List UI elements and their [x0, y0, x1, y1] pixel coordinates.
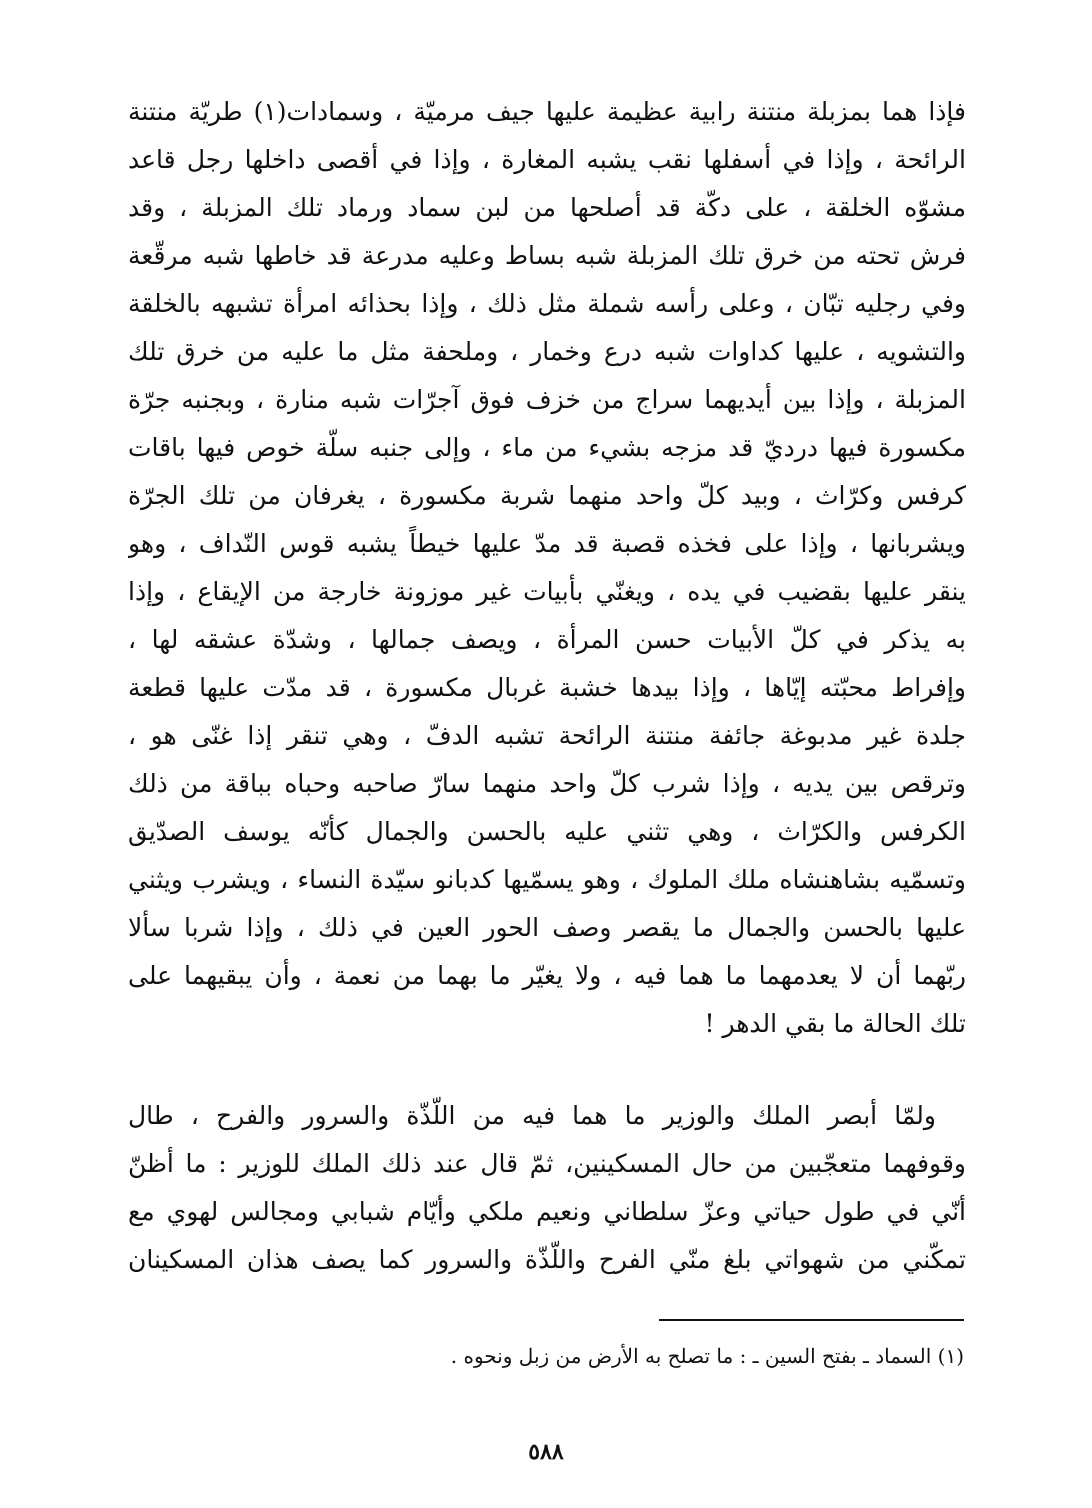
- text-line: ربّهما أن لا يعدمهما ما هما فيه ، ولا يغيّر ما بهما من نعمة ، وأن يبقيهما على: [128, 961, 966, 990]
- text-line: به يذكر في كلّ الأبيات حسن المرأة ، ويصف جمالها ، وشدّة عشقه لها ،: [128, 625, 966, 654]
- text-line: مشوّه الخلقة ، على دكّة قد أصلحها من لبن سماد ورماد تلك المزبلة ، وقد: [128, 193, 966, 222]
- text-line: وفي رجليه تبّان ، وعلى رأسه شملة مثل ذلك ، وإذا بحذائه امرأة تشبهه بالخلقة: [128, 289, 966, 318]
- text-line: جلدة غير مدبوغة جائفة منتنة الرائحة تشبه الدفّ ، وهي تنقر إذا غنّى هو ،: [128, 721, 966, 750]
- text-line: وترقص بين يديه ، وإذا شرب كلّ واحد منهما سارّ صاحبه وحباه بباقة من ذلك: [128, 769, 966, 798]
- text-line: تمكّني من شهواتي بلغ منّي الفرح واللّذّة والسرور كما يصف هذان المسكينان: [128, 1245, 966, 1274]
- text-line: الرائحة ، وإذا في أسفلها نقب يشبه المغارة ، وإذا في أقصى داخلها رجل قاعد: [128, 145, 966, 174]
- text-line: وإفراط محبّته إيّاها ، وإذا بيدها خشبة غربال مكسورة ، قد مدّت عليها قطعة: [128, 673, 966, 702]
- text-line: والتشويه ، عليها كداوات شبه درع وخمار ، وملحفة مثل ما عليه من خرق تلك: [128, 337, 966, 366]
- text-line: الكرفس والكرّاث ، وهي تثني عليه بالحسن والجمال كأنّه يوسف الصدّيق: [128, 817, 966, 846]
- text-line: ينقر عليها بقضيب في يده ، ويغنّي بأبيات غير موزونة خارجة من الإيقاع ، وإذا: [128, 577, 966, 606]
- paragraph-1: [128, 88, 966, 1048]
- text-line: فرش تحته من خرق تلك المزبلة شبه بساط وعليه مدرعة قد خاطها شبه مرقّعة: [128, 241, 966, 270]
- text-line: وقوفهما متعجّبين من حال المسكينين، ثمّ قال عند ذلك الملك للوزير : ما أظنّ: [128, 1149, 966, 1178]
- text-line: مكسورة فيها درديّ قد مزجه بشيء من ماء ، وإلى جنبه سلّة خوص فيها باقات: [128, 433, 966, 462]
- text-line: ويشربانها ، وإذا على فخذه قصبة قد مدّ عليها خيطاً يشبه قوس النّداف ، وهو: [128, 529, 966, 558]
- text-line: المزبلة ، وإذا بين أيديهما سراج من خزف فوق آجرّات شبه منارة ، وبجنبه جرّة: [128, 385, 966, 414]
- paragraph-2: [128, 1092, 966, 1284]
- text-line: أنّي في طول حياتي وعزّ سلطاني ونعيم ملكي وأيّام شبابي ومجالس لهوي مع: [128, 1197, 966, 1226]
- text-line: وتسمّيه بشاهنشاه ملك الملوك ، وهو يسمّيها كدبانو سيّدة النساء ، ويشرب ويثني: [128, 865, 966, 894]
- footnote: (١) السماد ـ بفتح السين ـ : ما تصلح به الأرض من زبل ونحوه .: [450, 1344, 964, 1368]
- text-line: عليها بالحسن والجمال ما يقصر وصف الحور العين في ذلك ، وإذا شربا سألا: [128, 913, 966, 942]
- text-line: ولمّا أبصر الملك والوزير ما هما فيه من اللّذّة والسرور والفرح ، طال: [128, 1101, 936, 1130]
- text-line: كرفس وكرّاث ، وبيد كلّ واحد منهما شربة مكسورة ، يغرفان من تلك الجرّة: [128, 481, 966, 510]
- footnote-divider: [659, 1319, 964, 1321]
- text-line: فإذا هما بمزبلة منتنة رابية عظيمة عليها جيف مرميّة ، وسمادات(١) طريّة منتنة: [128, 97, 966, 126]
- page-number: ٥٨٨: [528, 1439, 564, 1465]
- text-line: تلك الحالة ما بقي الدهر !: [704, 1009, 966, 1038]
